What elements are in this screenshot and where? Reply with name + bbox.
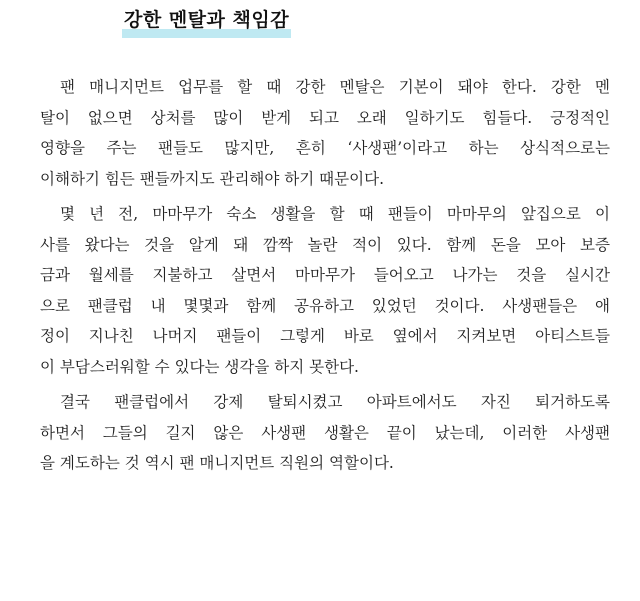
paragraph-line: 영향을 주는 팬들도 많지만, 흔히 ‘사생팬’이라고 하는 상식적으로는 <box>40 139 610 157</box>
body-text <box>40 72 610 484</box>
paragraph-line: 하면서 그들의 길지 않은 사생팬 생활은 끝이 났는데, 이러한 사생팬 <box>40 423 610 442</box>
paragraph-line: 탈이 없으면 상처를 많이 받게 되고 오래 일하기도 힘들다. 긍정적인 <box>40 108 610 127</box>
paragraph-line: 으로 팬클럽 내 몇몇과 함께 공유하고 있었던 것이다. 사생팬들은 애 <box>40 296 610 315</box>
paragraph-line: 이 부담스러워할 수 있다는 생각을 하지 못한다. <box>40 357 359 376</box>
paragraph-line: 금과 월세를 지불하고 살면서 마마무가 들어오고 나가는 것을 실시간 <box>40 266 610 284</box>
paragraph-3 <box>40 387 610 479</box>
paragraph-line: 사를 왔다는 것을 알게 돼 깜짝 놀란 적이 있다. 함께 돈을 모아 보증 <box>40 235 610 254</box>
paragraph-2 <box>40 199 610 382</box>
paragraph-line: 몇 년 전, 마마무가 숙소 생활을 할 때 팬들이 마마무의 앞집으로 이 <box>60 205 610 223</box>
paragraph-1 <box>40 72 610 194</box>
section-heading <box>122 6 291 40</box>
paragraph-line: 정이 지나친 나머지 팬들이 그렇게 바로 옆에서 지켜보면 아티스트들 <box>40 327 610 345</box>
page-title: 강한 멘탈과 책임감 <box>124 9 290 31</box>
paragraph-line: 결국 팬클럽에서 강제 탈퇴시켰고 아파트에서도 자진 퇴거하도록 <box>60 393 610 411</box>
paragraph-line: 이해하기 힘든 팬들까지도 관리해야 하기 때문이다. <box>40 169 384 188</box>
paragraph-line: 팬 매니지먼트 업무를 할 때 강한 멘탈은 기본이 돼야 한다. 강한 멘 <box>60 78 610 96</box>
paragraph-line: 을 계도하는 것 역시 팬 매니지먼트 직원의 역할이다. <box>40 454 394 472</box>
